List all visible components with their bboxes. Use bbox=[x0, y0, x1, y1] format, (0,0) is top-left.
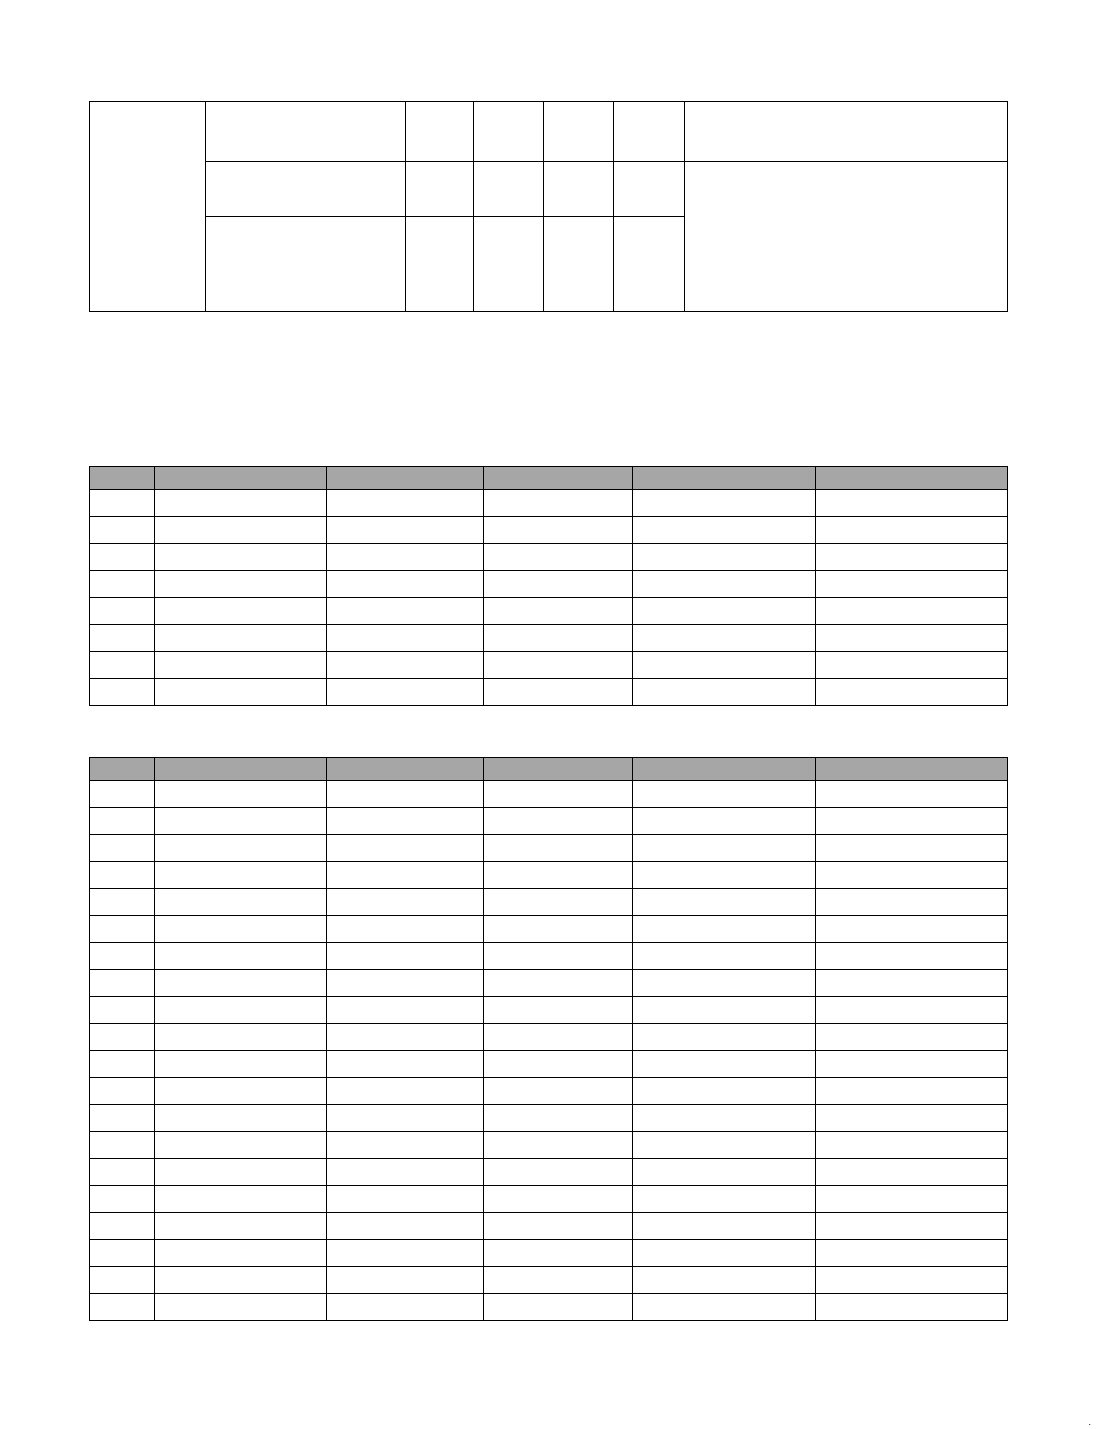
table-cell bbox=[155, 1186, 327, 1213]
form-notes-cell bbox=[685, 162, 1008, 312]
column-header bbox=[327, 467, 484, 490]
table-cell bbox=[484, 1132, 633, 1159]
table-row bbox=[90, 1294, 1008, 1321]
form-cell bbox=[544, 217, 614, 312]
table-cell bbox=[816, 997, 1008, 1024]
table-cell bbox=[633, 1240, 816, 1267]
table-cell bbox=[155, 889, 327, 916]
table-cell bbox=[633, 808, 816, 835]
table-cell bbox=[484, 889, 633, 916]
table-row bbox=[90, 652, 1008, 679]
table-cell bbox=[90, 835, 155, 862]
table-cell bbox=[633, 1294, 816, 1321]
table-cell bbox=[327, 1159, 484, 1186]
table-cell bbox=[90, 862, 155, 889]
table-cell bbox=[90, 1159, 155, 1186]
table-cell bbox=[484, 490, 633, 517]
table-cell bbox=[327, 997, 484, 1024]
table-row bbox=[90, 1240, 1008, 1267]
table-cell bbox=[327, 652, 484, 679]
table-cell bbox=[155, 1105, 327, 1132]
form-cell bbox=[406, 217, 474, 312]
table-cell bbox=[484, 625, 633, 652]
table-cell bbox=[816, 943, 1008, 970]
column-header bbox=[484, 758, 633, 781]
form-cell bbox=[614, 102, 685, 162]
table-row bbox=[90, 1186, 1008, 1213]
table-cell bbox=[633, 1186, 816, 1213]
table-cell bbox=[484, 571, 633, 598]
column-header bbox=[155, 467, 327, 490]
table-cell bbox=[484, 997, 633, 1024]
table-cell bbox=[816, 1240, 1008, 1267]
table-row bbox=[90, 889, 1008, 916]
table-cell bbox=[327, 517, 484, 544]
table-cell bbox=[327, 1105, 484, 1132]
table-cell bbox=[90, 808, 155, 835]
table-cell bbox=[327, 808, 484, 835]
form-label-cell bbox=[90, 102, 206, 312]
table-cell bbox=[155, 1240, 327, 1267]
table-cell bbox=[816, 598, 1008, 625]
table-cell bbox=[327, 943, 484, 970]
table-cell bbox=[90, 544, 155, 571]
table-cell bbox=[633, 1132, 816, 1159]
table-row bbox=[90, 1267, 1008, 1294]
table-cell bbox=[327, 889, 484, 916]
table-cell bbox=[90, 997, 155, 1024]
table-cell bbox=[90, 1078, 155, 1105]
table-cell bbox=[816, 1213, 1008, 1240]
table-cell bbox=[633, 1105, 816, 1132]
table-cell bbox=[816, 1186, 1008, 1213]
table-row bbox=[90, 1213, 1008, 1240]
table-cell bbox=[90, 517, 155, 544]
table-cell bbox=[90, 652, 155, 679]
table-cell bbox=[633, 970, 816, 997]
column-header bbox=[633, 467, 816, 490]
column-header bbox=[633, 758, 816, 781]
table-cell bbox=[155, 490, 327, 517]
table-cell bbox=[327, 835, 484, 862]
table-cell bbox=[90, 943, 155, 970]
table-cell bbox=[633, 1051, 816, 1078]
table-row bbox=[90, 1105, 1008, 1132]
table-row bbox=[90, 517, 1008, 544]
table-cell bbox=[816, 916, 1008, 943]
column-header bbox=[327, 758, 484, 781]
table-cell bbox=[484, 1267, 633, 1294]
table-cell bbox=[327, 598, 484, 625]
table-cell bbox=[90, 781, 155, 808]
table-cell bbox=[155, 544, 327, 571]
table-cell bbox=[90, 598, 155, 625]
table-cell bbox=[633, 679, 816, 706]
table-cell bbox=[155, 625, 327, 652]
table-cell bbox=[484, 808, 633, 835]
table-cell bbox=[327, 1132, 484, 1159]
table-cell bbox=[484, 1240, 633, 1267]
table-row bbox=[90, 1051, 1008, 1078]
table-cell bbox=[327, 571, 484, 598]
table-cell bbox=[155, 1213, 327, 1240]
table-cell bbox=[90, 1051, 155, 1078]
table-cell bbox=[816, 544, 1008, 571]
table-cell bbox=[327, 544, 484, 571]
table-cell bbox=[816, 835, 1008, 862]
table-cell bbox=[633, 997, 816, 1024]
table-row bbox=[90, 862, 1008, 889]
table-row bbox=[90, 598, 1008, 625]
column-header bbox=[484, 467, 633, 490]
table-cell bbox=[484, 1105, 633, 1132]
form-cell bbox=[544, 102, 614, 162]
column-header bbox=[90, 758, 155, 781]
table-cell bbox=[816, 889, 1008, 916]
table-row bbox=[90, 916, 1008, 943]
table-cell bbox=[484, 652, 633, 679]
table-cell bbox=[484, 835, 633, 862]
column-header bbox=[90, 467, 155, 490]
table-row bbox=[90, 970, 1008, 997]
table-cell bbox=[633, 1024, 816, 1051]
table-cell bbox=[633, 571, 816, 598]
table-cell bbox=[327, 1078, 484, 1105]
form-cell bbox=[206, 102, 406, 162]
table-cell bbox=[816, 1294, 1008, 1321]
form-cell bbox=[614, 162, 685, 217]
table-cell bbox=[816, 970, 1008, 997]
form-table bbox=[89, 101, 1008, 312]
table-cell bbox=[484, 1294, 633, 1321]
table-cell bbox=[155, 571, 327, 598]
page-marker: . bbox=[1088, 1417, 1091, 1427]
table-cell bbox=[155, 517, 327, 544]
table-cell bbox=[327, 679, 484, 706]
table-cell bbox=[633, 1159, 816, 1186]
table-cell bbox=[816, 571, 1008, 598]
table-cell bbox=[90, 1186, 155, 1213]
table-cell bbox=[155, 835, 327, 862]
table-cell bbox=[90, 1132, 155, 1159]
table-cell bbox=[484, 862, 633, 889]
table-cell bbox=[155, 598, 327, 625]
table-cell bbox=[327, 1186, 484, 1213]
table-cell bbox=[327, 781, 484, 808]
table-cell bbox=[484, 544, 633, 571]
table-cell bbox=[816, 862, 1008, 889]
table-cell bbox=[484, 517, 633, 544]
table-cell bbox=[484, 1186, 633, 1213]
form-cell bbox=[544, 162, 614, 217]
table-cell bbox=[633, 781, 816, 808]
table-cell bbox=[633, 1078, 816, 1105]
table-cell bbox=[155, 1267, 327, 1294]
column-header bbox=[155, 758, 327, 781]
table-cell bbox=[155, 862, 327, 889]
table-cell bbox=[90, 490, 155, 517]
table-cell bbox=[816, 808, 1008, 835]
table-cell bbox=[327, 490, 484, 517]
table-cell bbox=[155, 1024, 327, 1051]
table-cell bbox=[155, 916, 327, 943]
table-cell bbox=[327, 1294, 484, 1321]
table-row bbox=[90, 571, 1008, 598]
table-cell bbox=[484, 970, 633, 997]
table-row bbox=[90, 781, 1008, 808]
table-cell bbox=[633, 943, 816, 970]
table-cell bbox=[155, 679, 327, 706]
grid-table bbox=[89, 466, 1008, 706]
table-cell bbox=[633, 652, 816, 679]
table-row bbox=[90, 1078, 1008, 1105]
table-cell bbox=[484, 1024, 633, 1051]
table-cell bbox=[816, 1267, 1008, 1294]
table-cell bbox=[816, 781, 1008, 808]
table-cell bbox=[816, 1105, 1008, 1132]
table-cell bbox=[484, 943, 633, 970]
table-cell bbox=[155, 1159, 327, 1186]
table-cell bbox=[327, 1051, 484, 1078]
form-cell bbox=[474, 162, 544, 217]
table-cell bbox=[633, 1267, 816, 1294]
form-cell bbox=[406, 102, 474, 162]
table-cell bbox=[90, 1240, 155, 1267]
table-cell bbox=[633, 835, 816, 862]
table-cell bbox=[633, 625, 816, 652]
table-cell bbox=[633, 490, 816, 517]
table-cell bbox=[484, 1051, 633, 1078]
table-cell bbox=[90, 1294, 155, 1321]
table-cell bbox=[816, 1078, 1008, 1105]
table-cell bbox=[816, 517, 1008, 544]
table-cell bbox=[155, 652, 327, 679]
form-cell bbox=[614, 217, 685, 312]
table-row bbox=[90, 1159, 1008, 1186]
table-row bbox=[90, 835, 1008, 862]
table-cell bbox=[816, 679, 1008, 706]
table-row bbox=[90, 625, 1008, 652]
table-cell bbox=[633, 916, 816, 943]
table-row bbox=[90, 808, 1008, 835]
table-cell bbox=[484, 781, 633, 808]
table-cell bbox=[816, 490, 1008, 517]
table-cell bbox=[633, 862, 816, 889]
table-row bbox=[90, 943, 1008, 970]
table-cell bbox=[327, 1240, 484, 1267]
table-cell bbox=[90, 1267, 155, 1294]
grid-table bbox=[89, 757, 1008, 1321]
table-cell bbox=[484, 1213, 633, 1240]
form-cell bbox=[206, 217, 406, 312]
form-cell bbox=[206, 162, 406, 217]
table-header-row bbox=[90, 758, 1008, 781]
table-cell bbox=[633, 544, 816, 571]
table-row bbox=[90, 1132, 1008, 1159]
table-header-row bbox=[90, 467, 1008, 490]
table-cell bbox=[816, 625, 1008, 652]
table-cell bbox=[484, 1159, 633, 1186]
table-cell bbox=[327, 970, 484, 997]
table-cell bbox=[484, 916, 633, 943]
table-cell bbox=[90, 571, 155, 598]
table-cell bbox=[90, 679, 155, 706]
table-cell bbox=[816, 652, 1008, 679]
table-cell bbox=[155, 970, 327, 997]
table-cell bbox=[90, 916, 155, 943]
table-cell bbox=[90, 1213, 155, 1240]
table-cell bbox=[155, 1051, 327, 1078]
table-cell bbox=[155, 997, 327, 1024]
table-cell bbox=[327, 916, 484, 943]
form-remarks-cell bbox=[685, 102, 1008, 162]
form-cell bbox=[406, 162, 474, 217]
table-cell bbox=[484, 679, 633, 706]
table-cell bbox=[633, 598, 816, 625]
table-cell bbox=[816, 1159, 1008, 1186]
table-cell bbox=[155, 781, 327, 808]
table-cell bbox=[633, 889, 816, 916]
table-cell bbox=[90, 1105, 155, 1132]
table-row bbox=[90, 679, 1008, 706]
table-cell bbox=[90, 970, 155, 997]
table-row bbox=[90, 997, 1008, 1024]
table-cell bbox=[155, 1078, 327, 1105]
form-row bbox=[90, 162, 1008, 217]
table-row bbox=[90, 544, 1008, 571]
table-cell bbox=[816, 1024, 1008, 1051]
table-row bbox=[90, 490, 1008, 517]
table-cell bbox=[155, 1132, 327, 1159]
table-cell bbox=[816, 1132, 1008, 1159]
form-cell bbox=[474, 217, 544, 312]
table-cell bbox=[484, 598, 633, 625]
table-cell bbox=[633, 517, 816, 544]
table-cell bbox=[90, 625, 155, 652]
table-cell bbox=[327, 862, 484, 889]
table-cell bbox=[633, 1213, 816, 1240]
column-header bbox=[816, 467, 1008, 490]
form-cell bbox=[474, 102, 544, 162]
table-cell bbox=[816, 1051, 1008, 1078]
table-cell bbox=[90, 889, 155, 916]
table-cell bbox=[327, 1213, 484, 1240]
table-cell bbox=[327, 625, 484, 652]
table-cell bbox=[484, 1078, 633, 1105]
table-cell bbox=[155, 808, 327, 835]
column-header bbox=[816, 758, 1008, 781]
table-cell bbox=[90, 1024, 155, 1051]
table-cell bbox=[327, 1024, 484, 1051]
form-row bbox=[90, 102, 1008, 162]
table-cell bbox=[155, 1294, 327, 1321]
table-row bbox=[90, 1024, 1008, 1051]
table-cell bbox=[155, 943, 327, 970]
table-cell bbox=[327, 1267, 484, 1294]
